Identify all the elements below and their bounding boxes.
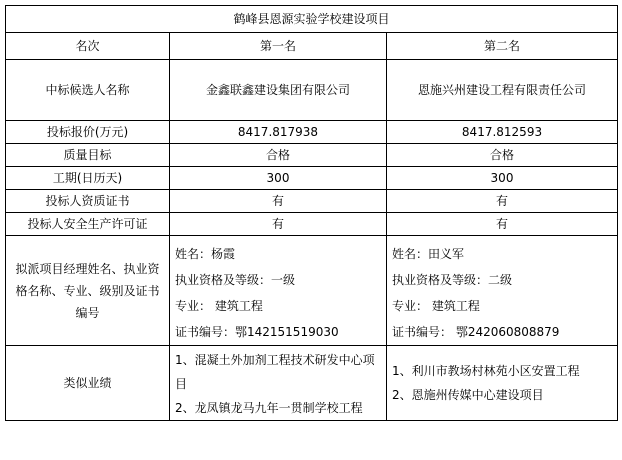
project-title: 鹤峰县恩源实验学校建设项目 <box>6 6 618 33</box>
manager-second <box>387 236 618 346</box>
manager-label: 拟派项目经理姓名、执业资格名称、专业、级别及证书编号 <box>6 236 170 346</box>
qualification-row <box>6 190 618 213</box>
period-first: 300 <box>170 167 387 190</box>
manager-second-name: 姓名：田义军 <box>392 247 465 261</box>
qualification-label: 投标人资质证书 <box>6 190 170 213</box>
price-second: 8417.812593 <box>387 121 618 144</box>
header-first: 第一名 <box>170 33 387 60</box>
candidate-label: 中标候选人名称 <box>6 60 170 121</box>
performance-first-item2: 2、龙凤镇龙马九年一贯制学校工程 <box>175 401 363 415</box>
manager-first-major: 专业： 建筑工程 <box>175 299 263 313</box>
performance-first <box>170 346 387 421</box>
period-label: 工期(日历天) <box>6 167 170 190</box>
price-row <box>6 121 618 144</box>
manager-first-level: 执业资格及等级：一级 <box>175 273 296 287</box>
price-label: 投标报价(万元) <box>6 121 170 144</box>
header-row <box>6 33 618 60</box>
safety-row <box>6 213 618 236</box>
performance-second-item2: 2、恩施州传媒中心建设项目 <box>392 388 544 402</box>
manager-first <box>170 236 387 346</box>
qualification-first: 有 <box>170 190 387 213</box>
safety-second: 有 <box>387 213 618 236</box>
performance-row <box>6 346 618 421</box>
candidate-row <box>6 60 618 121</box>
performance-second <box>387 346 618 421</box>
safety-first: 有 <box>170 213 387 236</box>
header-rank: 名次 <box>6 33 170 60</box>
manager-first-name: 姓名：杨霞 <box>175 247 236 261</box>
title-row <box>6 6 618 33</box>
manager-row <box>6 236 618 346</box>
performance-label: 类似业绩 <box>6 346 170 421</box>
quality-label: 质量目标 <box>6 144 170 167</box>
period-row <box>6 167 618 190</box>
qualification-second: 有 <box>387 190 618 213</box>
manager-second-major: 专业： 建筑工程 <box>392 299 480 313</box>
safety-label: 投标人安全生产许可证 <box>6 213 170 236</box>
performance-second-item1: 1、利川市教场村林苑小区安置工程 <box>392 364 580 378</box>
quality-first: 合格 <box>170 144 387 167</box>
candidate-first: 金鑫联鑫建设集团有限公司 <box>170 60 387 121</box>
quality-second: 合格 <box>387 144 618 167</box>
manager-second-level: 执业资格及等级：二级 <box>392 273 513 287</box>
period-second: 300 <box>387 167 618 190</box>
performance-first-item1: 1、混凝土外加剂工程技术研发中心项目 <box>175 353 375 391</box>
manager-second-cert: 证书编号： 鄂242060808879 <box>392 325 560 339</box>
bid-result-table <box>5 5 618 421</box>
header-second: 第二名 <box>387 33 618 60</box>
candidate-second: 恩施兴州建设工程有限责任公司 <box>387 60 618 121</box>
quality-row <box>6 144 618 167</box>
price-first: 8417.817938 <box>170 121 387 144</box>
manager-first-cert: 证书编号：鄂142151519030 <box>175 325 339 339</box>
